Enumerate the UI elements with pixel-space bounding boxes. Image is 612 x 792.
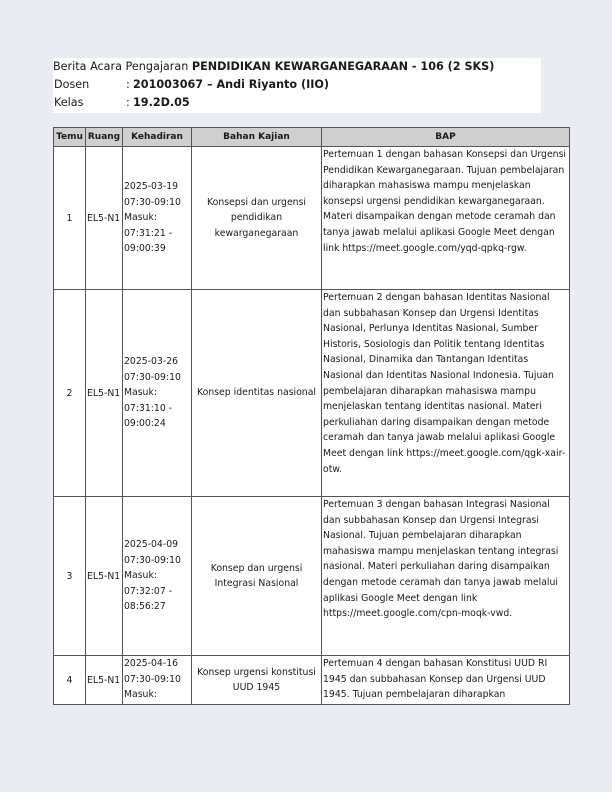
cell-kehadiran: 2025-03-19 07:30-09:10 Masuk: 07:31:21 - 09:00:39 [123,147,192,290]
col-header-ruang: Ruang [86,128,123,147]
lecturer-value: 201003067 – Andi Riyanto (IIO) [133,78,330,91]
table-row [54,497,570,656]
cell-kehadiran: 2025-04-09 07:30-09:10 Masuk: 07:32:07 - 08:56:27 [123,497,192,656]
col-header-temu: Temu [54,128,86,147]
table-row [54,290,570,497]
class-value: 19.2D.05 [133,96,190,109]
cell-ruang: EL5-N1 [86,656,123,705]
cell-bahan-kajian: Konsep dan urgensi Integrasi Nasional [192,497,322,656]
col-header-bahan-kajian: Bahan Kajian [192,128,322,147]
class-label: Kelas [54,96,84,109]
bap-table [53,127,570,705]
cell-temu: 4 [54,656,86,705]
cell-ruang: EL5-N1 [86,290,123,497]
cell-ruang: EL5-N1 [86,497,123,656]
class-row [53,94,541,112]
cell-bap: Pertemuan 4 dengan bahasan Konstitusi UUD RI 1945 dan subbahasan Konsep dan Urgensi UUD 1945. Tujuan pembelajaran diharapkan [322,656,570,705]
table-row [54,147,570,290]
title-prefix: Berita Acara Pengajaran [53,60,189,73]
document-header [53,58,541,113]
title-row [53,58,541,76]
course-name: PENDIDIKAN KEWARGANEGARAAN - 106 (2 SKS) [191,60,495,73]
table-row [54,656,570,705]
cell-temu: 1 [54,147,86,290]
col-header-kehadiran: Kehadiran [123,128,192,147]
cell-bahan-kajian: Konsepsi dan urgensi pendidikan kewarganegaraan [192,147,322,290]
cell-ruang: EL5-N1 [86,147,123,290]
table-header-row [54,128,570,147]
cell-kehadiran: 2025-03-26 07:30-09:10 Masuk: 07:31:10 - 09:00:24 [123,290,192,497]
lecturer-row [53,76,541,94]
cell-bap: Pertemuan 2 dengan bahasan Identitas Nasional dan subbahasan Konsep dan Urgensi Identitas Nasional, Perlunya Identitas Nasional, Sumber Historis, Sosiologis dan Politik tentang Identitas Nasional, Dinamika dan Tantangan Identitas Nasional dan Identitas Nasional Indonesia. Tujuan pembelajaran diharapkan mahasiswa mampu menjelaskan tentang identitas nasional. Materi perkuliahan daring disampaikan dengan metode ceramah dan tanya jawab melalui aplikasi Google Meet dengan link https://meet.google.com/qgk-xair-otw. [322,290,570,497]
lecturer-label: Dosen [54,78,90,91]
class-separator: : [126,96,130,109]
cell-kehadiran: 2025-04-16 07:30-09:10 Masuk: [123,656,192,705]
cell-bap: Pertemuan 1 dengan bahasan Konsepsi dan Urgensi Pendidikan Kewarganegaraan. Tujuan pembelajaran diharapkan mahasiswa mampu menjelaskan konsepsi urgensi pendidikan kewarganegaraan. Materi disampaikan dengan metode ceramah dan tanya jawab melalui aplikasi Google Meet dengan link https://meet.google.com/yqd-qpkq-rgw. [322,147,570,290]
cell-bap: Pertemuan 3 dengan bahasan Integrasi Nasional dan subbahasan Konsep dan Urgensi Integrasi Nasional. Tujuan pembelajaran diharapkan mahasiswa mampu menjelaskan tentang integrasi nasional. Materi perkuliahan daring disampaikan dengan metode ceramah dan tanya jawab melalui aplikasi Google Meet dengan link https://meet.google.com/cpn-moqk-vwd. [322,497,570,656]
cell-bahan-kajian: Konsep urgensi konstitusi UUD 1945 [192,656,322,705]
cell-temu: 3 [54,497,86,656]
cell-temu: 2 [54,290,86,497]
lecturer-separator: : [126,78,130,91]
col-header-bap: BAP [322,128,570,147]
cell-bahan-kajian: Konsep identitas nasional [192,290,322,497]
